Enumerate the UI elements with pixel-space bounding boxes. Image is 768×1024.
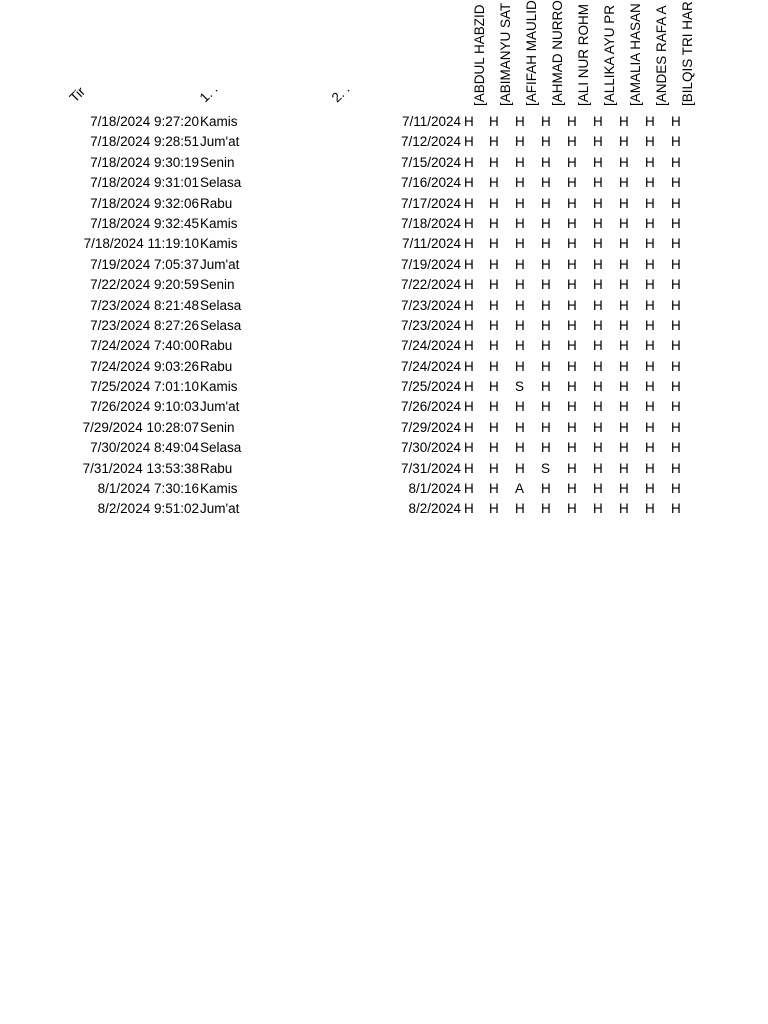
- attendance-cell: H: [489, 236, 499, 252]
- attendance-cell: H: [515, 277, 525, 293]
- attendance-cell: H: [593, 460, 603, 476]
- attendance-cell: H: [619, 440, 629, 456]
- attendance-cell: H: [541, 195, 551, 211]
- attendance-cell: H: [541, 358, 551, 374]
- attendance-cell: H: [593, 154, 603, 170]
- timestamp-cell: 7/18/2024 9:31:01: [90, 175, 199, 191]
- day-cell: Kamis: [200, 379, 238, 395]
- attendance-cell: H: [645, 358, 655, 374]
- attendance-cell: H: [567, 236, 577, 252]
- date-cell: 7/17/2024: [400, 195, 461, 211]
- attendance-cell: H: [541, 277, 551, 293]
- attendance-cell: H: [515, 358, 525, 374]
- timestamp-cell: 7/30/2024 8:49:04: [90, 440, 199, 456]
- attendance-cell: H: [464, 440, 474, 456]
- attendance-cell: H: [515, 236, 525, 252]
- attendance-cell: H: [593, 419, 603, 435]
- date-cell: 8/2/2024: [408, 501, 461, 517]
- day-cell: Rabu: [200, 358, 233, 374]
- attendance-cell: H: [541, 215, 551, 231]
- attendance-cell: H: [567, 256, 577, 272]
- date-cell: 7/25/2024: [400, 379, 461, 395]
- timestamp-cell: 7/18/2024 9:30:19: [90, 154, 199, 170]
- attendance-cell: H: [593, 236, 603, 252]
- attendance-cell: H: [567, 358, 577, 374]
- table-row: [0, 132, 768, 152]
- attendance-cell: H: [541, 419, 551, 435]
- date-cell: 7/31/2024: [400, 460, 461, 476]
- day-cell: Jum'at: [200, 501, 240, 517]
- timestamp-cell: 7/22/2024 9:20:59: [90, 277, 199, 293]
- timestamp-cell: 8/2/2024 9:51:02: [97, 501, 199, 517]
- attendance-cell: H: [464, 154, 474, 170]
- attendance-cell: H: [619, 338, 629, 354]
- day-cell: Selasa: [200, 297, 242, 313]
- date-cell: 7/11/2024: [401, 114, 461, 129]
- attendance-cell: H: [645, 338, 655, 354]
- attendance-cell: H: [593, 440, 603, 456]
- attendance-cell: H: [619, 195, 629, 211]
- attendance-cell: H: [619, 317, 629, 333]
- attendance-cell: H: [567, 399, 577, 415]
- attendance-cell: H: [489, 154, 499, 170]
- attendance-cell: H: [489, 460, 499, 476]
- attendance-cell: H: [515, 175, 525, 191]
- attendance-cell: H: [489, 134, 499, 150]
- attendance-cell: A: [515, 481, 525, 497]
- attendance-cell: H: [619, 154, 629, 170]
- attendance-cell: H: [567, 297, 577, 313]
- day-cell: Kamis: [200, 236, 238, 252]
- timestamp-cell: 7/23/2024 8:27:26: [90, 317, 199, 333]
- attendance-cell: S: [515, 379, 525, 395]
- day-cell: Rabu: [200, 195, 233, 211]
- attendance-cell: H: [593, 114, 603, 129]
- attendance-cell: H: [671, 358, 681, 374]
- attendance-cell: H: [645, 256, 655, 272]
- student-header-3: [AFIFAH MAULID: [524, 0, 539, 106]
- attendance-cell: H: [541, 114, 551, 129]
- attendance-cell: H: [541, 236, 551, 252]
- attendance-cell: H: [671, 460, 681, 476]
- day-cell: Kamis: [200, 114, 238, 129]
- header-question-1: 1. .: [196, 81, 221, 106]
- attendance-cell: H: [593, 399, 603, 415]
- attendance-cell: H: [489, 338, 499, 354]
- attendance-cell: H: [645, 399, 655, 415]
- date-cell: 7/26/2024: [400, 399, 461, 415]
- attendance-cell: H: [515, 399, 525, 415]
- student-header-8: [ANDES RAFA A: [654, 5, 669, 106]
- attendance-cell: H: [645, 419, 655, 435]
- attendance-cell: H: [671, 419, 681, 435]
- table-row: [0, 336, 768, 356]
- attendance-cell: H: [671, 175, 681, 191]
- attendance-cell: H: [593, 317, 603, 333]
- attendance-cell: H: [541, 134, 551, 150]
- day-cell: Selasa: [200, 440, 242, 456]
- attendance-cell: H: [619, 215, 629, 231]
- attendance-cell: H: [593, 134, 603, 150]
- attendance-cell: H: [515, 460, 525, 476]
- attendance-cell: H: [619, 358, 629, 374]
- attendance-cell: H: [489, 358, 499, 374]
- attendance-cell: H: [619, 399, 629, 415]
- student-header-7: [AMALIA HASAN: [628, 3, 643, 106]
- attendance-cell: H: [671, 114, 681, 129]
- attendance-cell: H: [671, 277, 681, 293]
- student-header-4: [AHMAD NURRO: [550, 0, 565, 106]
- attendance-cell: H: [567, 440, 577, 456]
- student-header-1: [ABDUL HABZID: [472, 4, 487, 106]
- table-row: [0, 459, 768, 479]
- attendance-cell: H: [515, 419, 525, 435]
- attendance-cell: H: [593, 338, 603, 354]
- attendance-cell: H: [567, 215, 577, 231]
- attendance-cell: H: [567, 154, 577, 170]
- timestamp-cell: 7/18/2024 9:28:51: [90, 134, 199, 150]
- attendance-cell: H: [489, 501, 499, 517]
- attendance-cell: H: [567, 317, 577, 333]
- table-row: [0, 377, 768, 397]
- attendance-cell: H: [489, 297, 499, 313]
- attendance-cell: H: [464, 256, 474, 272]
- attendance-cell: H: [671, 338, 681, 354]
- attendance-cell: H: [645, 114, 655, 129]
- attendance-cell: H: [671, 154, 681, 170]
- attendance-cell: H: [541, 481, 551, 497]
- day-cell: Selasa: [200, 175, 242, 191]
- table-row: [0, 357, 768, 377]
- attendance-cell: H: [515, 297, 525, 313]
- attendance-cell: H: [464, 460, 474, 476]
- attendance-cell: H: [489, 215, 499, 231]
- attendance-cell: H: [515, 338, 525, 354]
- table-row: [0, 499, 768, 519]
- day-cell: Kamis: [200, 215, 238, 231]
- attendance-cell: H: [593, 195, 603, 211]
- attendance-cell: H: [619, 277, 629, 293]
- attendance-cell: H: [619, 419, 629, 435]
- table-row: [0, 173, 768, 193]
- attendance-cell: H: [567, 277, 577, 293]
- attendance-cell: H: [489, 317, 499, 333]
- attendance-cell: H: [567, 419, 577, 435]
- attendance-cell: H: [671, 236, 681, 252]
- table-row: [0, 296, 768, 316]
- attendance-cell: H: [464, 175, 474, 191]
- attendance-cell: H: [645, 501, 655, 517]
- attendance-cell: H: [515, 501, 525, 517]
- timestamp-cell: 7/18/2024 11:19:10: [83, 236, 199, 252]
- attendance-cell: H: [464, 481, 474, 497]
- attendance-cell: H: [645, 317, 655, 333]
- attendance-cell: H: [619, 481, 629, 497]
- attendance-cell: H: [593, 277, 603, 293]
- attendance-cell: H: [489, 419, 499, 435]
- attendance-cell: H: [645, 134, 655, 150]
- attendance-cell: H: [645, 277, 655, 293]
- attendance-cell: H: [671, 256, 681, 272]
- attendance-cell: H: [645, 481, 655, 497]
- attendance-cell: H: [567, 338, 577, 354]
- date-cell: 7/23/2024: [400, 297, 461, 313]
- student-header-9: [BILQIS TRI HAR: [680, 1, 695, 106]
- attendance-cell: H: [515, 440, 525, 456]
- attendance-cell: H: [645, 379, 655, 395]
- attendance-cell: H: [645, 460, 655, 476]
- attendance-cell: H: [567, 379, 577, 395]
- attendance-cell: H: [593, 297, 603, 313]
- table-row: [0, 397, 768, 417]
- attendance-cell: H: [489, 277, 499, 293]
- day-cell: Jum'at: [200, 399, 240, 415]
- attendance-cell: H: [619, 297, 629, 313]
- attendance-cell: H: [619, 134, 629, 150]
- attendance-cell: H: [541, 399, 551, 415]
- table-row: [0, 275, 768, 295]
- table-row: [0, 255, 768, 275]
- attendance-cell: H: [567, 501, 577, 517]
- attendance-cell: H: [464, 236, 474, 252]
- attendance-cell: H: [671, 297, 681, 313]
- attendance-cell: H: [515, 256, 525, 272]
- attendance-cell: H: [541, 379, 551, 395]
- student-header-5: [ALI NUR ROHM: [576, 3, 591, 106]
- attendance-cell: H: [541, 440, 551, 456]
- attendance-cell: H: [489, 440, 499, 456]
- day-cell: Senin: [200, 277, 235, 293]
- attendance-cell: H: [541, 338, 551, 354]
- attendance-cell: H: [645, 175, 655, 191]
- attendance-cell: H: [593, 481, 603, 497]
- table-row: [0, 194, 768, 214]
- attendance-cell: H: [619, 236, 629, 252]
- timestamp-cell: 7/18/2024 9:27:20: [90, 114, 199, 129]
- attendance-cell: S: [541, 460, 551, 476]
- table-row: [0, 479, 768, 499]
- timestamp-cell: 7/29/2024 10:28:07: [82, 419, 199, 435]
- date-cell: 7/16/2024: [400, 175, 461, 191]
- attendance-cell: H: [593, 358, 603, 374]
- attendance-cell: H: [645, 236, 655, 252]
- attendance-cell: H: [593, 215, 603, 231]
- attendance-cell: H: [489, 399, 499, 415]
- timestamp-cell: 8/1/2024 7:30:16: [97, 481, 199, 497]
- attendance-cell: H: [515, 154, 525, 170]
- attendance-cell: H: [567, 114, 577, 129]
- attendance-cell: H: [645, 297, 655, 313]
- header-timestamp: Tir: [66, 83, 89, 106]
- attendance-cell: H: [645, 195, 655, 211]
- date-cell: 7/15/2024: [400, 154, 461, 170]
- attendance-cell: H: [593, 175, 603, 191]
- attendance-cell: H: [645, 215, 655, 231]
- attendance-table-body: [0, 112, 768, 520]
- timestamp-cell: 7/24/2024 7:40:00: [90, 338, 199, 354]
- attendance-cell: H: [645, 154, 655, 170]
- attendance-cell: H: [464, 195, 474, 211]
- student-header-6: [ALLIKA AYU PR: [602, 4, 617, 106]
- attendance-cell: H: [619, 175, 629, 191]
- attendance-cell: H: [464, 317, 474, 333]
- attendance-cell: H: [541, 297, 551, 313]
- attendance-cell: H: [541, 317, 551, 333]
- attendance-cell: H: [541, 175, 551, 191]
- table-row: [0, 418, 768, 438]
- attendance-cell: H: [541, 154, 551, 170]
- table-row: [0, 234, 768, 254]
- date-cell: 7/19/2024: [400, 256, 461, 272]
- attendance-cell: H: [619, 460, 629, 476]
- attendance-cell: H: [567, 195, 577, 211]
- attendance-cell: H: [464, 338, 474, 354]
- day-cell: Senin: [200, 154, 235, 170]
- attendance-cell: H: [567, 175, 577, 191]
- day-cell: Jum'at: [200, 256, 240, 272]
- attendance-cell: H: [671, 195, 681, 211]
- timestamp-cell: 7/18/2024 9:32:06: [90, 195, 199, 211]
- attendance-cell: H: [671, 501, 681, 517]
- timestamp-cell: 7/26/2024 9:10:03: [90, 399, 199, 415]
- table-row: [0, 438, 768, 458]
- attendance-cell: H: [671, 215, 681, 231]
- date-cell: 7/22/2024: [400, 277, 461, 293]
- timestamp-cell: 7/24/2024 9:03:26: [90, 358, 199, 374]
- attendance-cell: H: [515, 215, 525, 231]
- date-cell: 7/18/2024: [400, 215, 461, 231]
- timestamp-cell: 7/18/2024 9:32:45: [90, 215, 199, 231]
- attendance-cell: H: [671, 379, 681, 395]
- attendance-cell: H: [515, 195, 525, 211]
- timestamp-cell: 7/19/2024 7:05:37: [90, 256, 199, 272]
- date-cell: 7/29/2024: [400, 419, 461, 435]
- attendance-cell: H: [489, 175, 499, 191]
- attendance-cell: H: [515, 317, 525, 333]
- header-question-2: 2. .: [328, 81, 353, 106]
- attendance-cell: H: [593, 256, 603, 272]
- attendance-cell: H: [541, 256, 551, 272]
- day-cell: Kamis: [200, 481, 238, 497]
- attendance-cell: H: [645, 440, 655, 456]
- attendance-cell: H: [464, 277, 474, 293]
- attendance-cell: H: [567, 460, 577, 476]
- student-header-2: [ABIMANYU SAT: [498, 2, 513, 106]
- timestamp-cell: 7/25/2024 7:01:10: [90, 379, 199, 395]
- table-row: [0, 153, 768, 173]
- attendance-cell: H: [464, 358, 474, 374]
- attendance-cell: H: [464, 134, 474, 150]
- date-cell: 8/1/2024: [408, 481, 461, 497]
- attendance-cell: H: [593, 379, 603, 395]
- day-cell: Jum'at: [200, 134, 240, 150]
- day-cell: Selasa: [200, 317, 242, 333]
- timestamp-cell: 7/23/2024 8:21:48: [90, 297, 199, 313]
- attendance-cell: H: [619, 379, 629, 395]
- date-cell: 7/30/2024: [400, 440, 461, 456]
- attendance-cell: H: [671, 399, 681, 415]
- table-row: [0, 316, 768, 336]
- attendance-cell: H: [671, 440, 681, 456]
- date-cell: 7/12/2024: [400, 134, 461, 150]
- attendance-cell: H: [489, 481, 499, 497]
- attendance-cell: H: [464, 501, 474, 517]
- attendance-cell: H: [489, 114, 499, 129]
- attendance-cell: H: [464, 114, 474, 129]
- date-cell: 7/24/2024: [400, 338, 461, 354]
- attendance-cell: H: [489, 256, 499, 272]
- attendance-cell: H: [541, 501, 551, 517]
- attendance-cell: H: [567, 481, 577, 497]
- attendance-cell: H: [671, 481, 681, 497]
- attendance-cell: H: [671, 317, 681, 333]
- attendance-cell: H: [464, 419, 474, 435]
- attendance-cell: H: [515, 114, 525, 129]
- attendance-cell: H: [619, 114, 629, 129]
- day-cell: Rabu: [200, 338, 233, 354]
- date-cell: 7/11/2024: [401, 236, 461, 252]
- attendance-cell: H: [593, 501, 603, 517]
- timestamp-cell: 7/31/2024 13:53:38: [82, 460, 199, 476]
- attendance-cell: H: [464, 215, 474, 231]
- day-cell: Rabu: [200, 460, 233, 476]
- day-cell: Senin: [200, 419, 235, 435]
- attendance-cell: H: [567, 134, 577, 150]
- attendance-cell: H: [464, 297, 474, 313]
- date-cell: 7/23/2024: [400, 317, 461, 333]
- attendance-cell: H: [671, 134, 681, 150]
- table-row: [0, 112, 768, 132]
- attendance-cell: H: [619, 256, 629, 272]
- date-cell: 7/24/2024: [400, 358, 461, 374]
- attendance-cell: H: [619, 501, 629, 517]
- attendance-cell: H: [489, 379, 499, 395]
- table-row: [0, 214, 768, 234]
- attendance-cell: H: [464, 379, 474, 395]
- attendance-cell: H: [489, 195, 499, 211]
- attendance-cell: H: [515, 134, 525, 150]
- attendance-cell: H: [464, 399, 474, 415]
